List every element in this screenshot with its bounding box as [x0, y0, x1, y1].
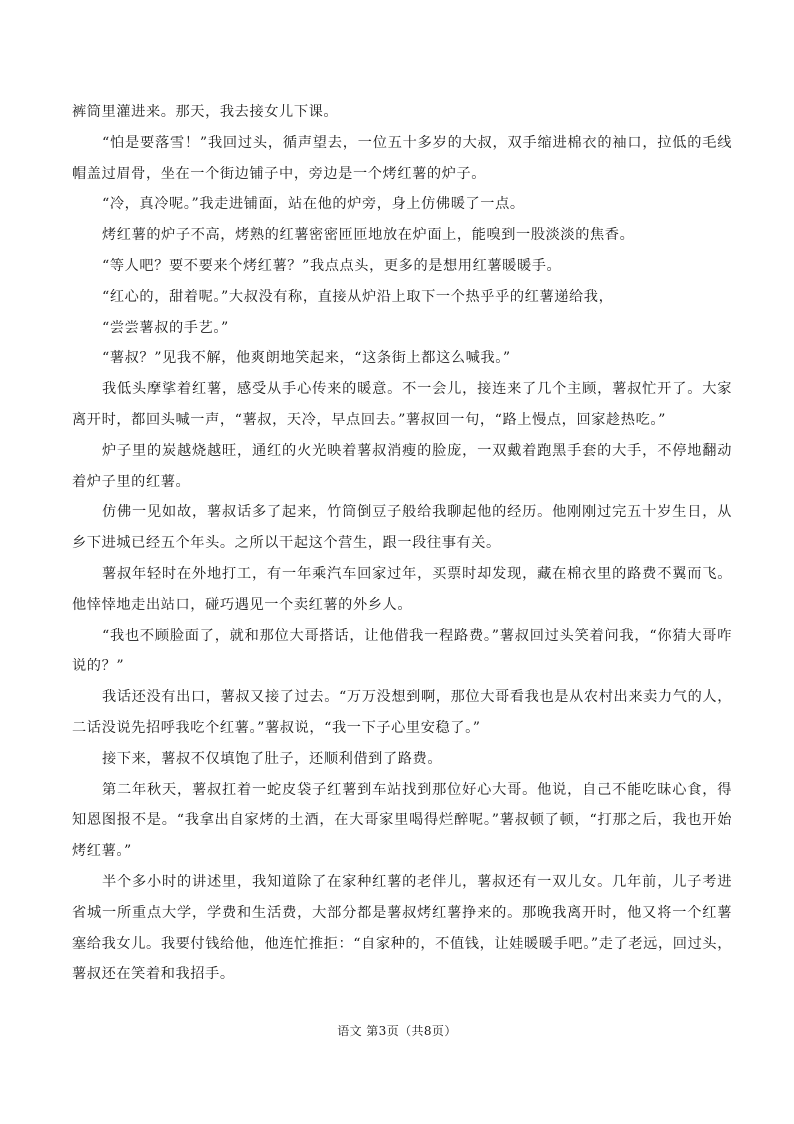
- article-body: [72, 97, 732, 990]
- paragraph: 接下来，薯叔不仅填饱了肚子，还顺利借到了路费。: [102, 750, 443, 767]
- paragraph: 烤红薯的炉子不高，烤熟的红薯密密匝匝地放在炉面上，能嗅到一股淡淡的焦香。: [102, 227, 635, 244]
- paragraph: 炉子里的炭越烧越旺，通红的火光映着薯叔消瘦的脸庞，一双戴着跑黑手套的大手，不停地翻动着炉子里的红薯。: [72, 442, 732, 490]
- paragraph: 我低头摩挲着红薯，感受从手心传来的暖意。不一会儿，接连来了几个主顾，薯叔忙开了。大家离开时，都回头喊一声，“薯叔，天冷，早点回去。”薯叔回一句，“路上慢点，回家趁热吃。”: [72, 381, 732, 428]
- paragraph: “我也不顾脸面了，就和那位大哥搭话，让他借我一程路费。”薯叔回过头笑着问我，“你猜大哥咋说的？”: [72, 627, 732, 675]
- paragraph: “薯叔？”见我不解，他爽朗地笑起来，“这条街上都这么喊我。”: [102, 350, 511, 367]
- paragraph: “等人吧？要不要来个烤红薯？”我点点头，更多的是想用红薯暖暖手。: [102, 257, 562, 274]
- paragraph: “尝尝薯叔的手艺。”: [102, 319, 229, 336]
- paragraph: “红心的，甜着呢。”大叔没有称，直接从炉沿上取下一个热乎乎的红薯递给我，: [102, 288, 614, 305]
- paragraph: “怕是要落雪！”我回过头，循声望去，一位五十多岁的大叔，双手缩进棉衣的袖口，拉低的毛线帽盖过眉骨，坐在一个街边铺子中，旁边是一个烤红薯的炉子。: [72, 134, 732, 182]
- paragraph: 半个多小时的讲述里，我知道除了在家种红薯的老伴儿，薯叔还有一双儿女。几年前，儿子考进省城一所重点大学，学费和生活费，大部分都是薯叔烤红薯挣来的。那晚我离开时，他又将一个红薯塞给我女儿。我要付钱给他，他连忙推拒：“自家种的，不值钱，让娃暖暖手吧。”走了老远，回过头，薯叔还在笑着和我招手。: [72, 873, 732, 983]
- paragraph: 薯叔年轻时在外地打工，有一年乘汽车回家过年，买票时却发现，藏在棉衣里的路费不翼而飞。他悻悻地走出站口，碰巧遇见一个卖红薯的外乡人。: [72, 565, 732, 613]
- paragraph: “冷，真冷呢。”我走进铺面，站在他的炉旁，身上仿佛暖了一点。: [102, 196, 525, 213]
- paragraph-continuation: 裤筒里灌进来。那天，我去接女儿下课。: [72, 104, 339, 120]
- paragraph: 我话还没有出口，薯叔又接了过去。“万万没想到啊，那位大哥看我也是从农村出来卖力气的人，二话没说先招呼我吃个红薯。”薯叔说，“我一下子心里安稳了。”: [72, 689, 732, 736]
- paragraph: 仿佛一见如故，薯叔话多了起来，竹筒倒豆子般给我聊起他的经历。他刚刚过完五十岁生日，从乡下进城已经五个年头。之所以干起这个营生，跟一段往事有关。: [72, 504, 732, 552]
- paragraph: 第二年秋天，薯叔扛着一蛇皮袋子红薯到车站找到那位好心大哥。他说，自己不能吃昧心食，得知恩图报不是。“我拿出自家烤的土酒，在大哥家里喝得烂醉呢。”薯叔顿了顿，“打那之后，我也开始烤红薯。”: [72, 781, 732, 860]
- page-footer: 语文 第3页（共8页）: [337, 1024, 457, 1038]
